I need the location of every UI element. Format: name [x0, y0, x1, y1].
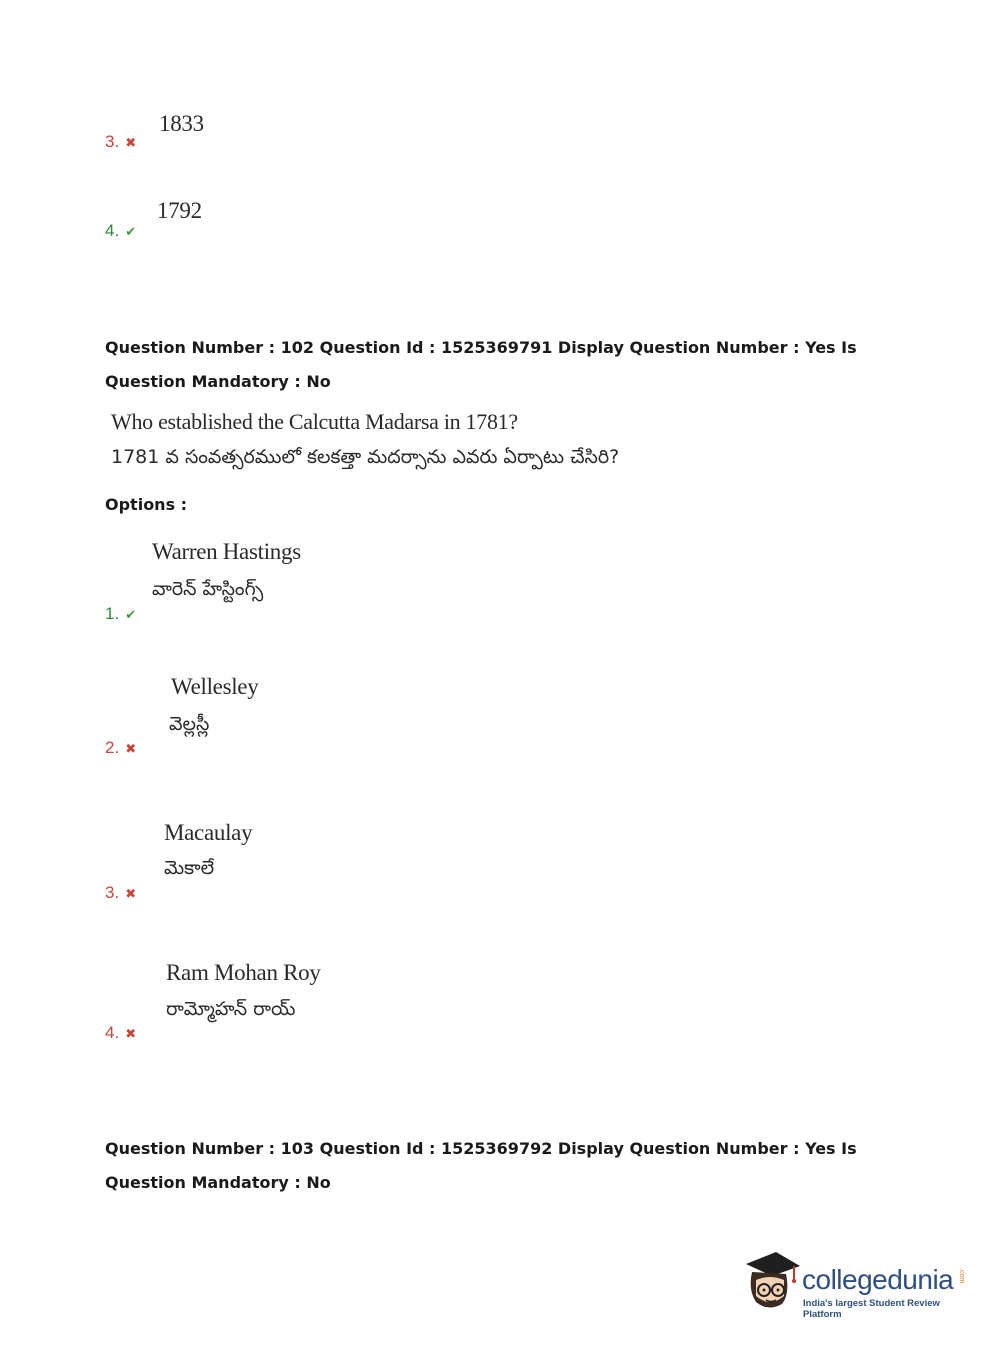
- option-2-text-te: వెల్లస్లీ: [169, 713, 210, 735]
- option-2: [105, 738, 136, 758]
- question-102-text-en: Who established the Calcutta Madarsa in 1781?: [111, 409, 518, 434]
- cross-icon: ✖: [125, 887, 137, 902]
- option-4-text-te: రామ్మోహన్ రాయ్: [166, 998, 296, 1020]
- options-label: Options :: [105, 495, 188, 514]
- question-102-meta: Question Number : 102 Question Id : 1525369791 Display Question Number : Yes Is Question Mandatory : No: [105, 338, 857, 391]
- mascot-icon: [742, 1250, 800, 1316]
- cross-icon: ✖: [125, 136, 137, 151]
- option-1-text-te: వారెన్ హేస్టింగ్స్: [152, 578, 264, 600]
- checkmark-icon: ✔: [125, 225, 137, 240]
- prev-option-4-text: 1792: [157, 198, 202, 223]
- option-number: 4.: [105, 221, 120, 240]
- option-number: 3.: [105, 132, 120, 151]
- option-4: [105, 1023, 136, 1043]
- logo-tagline: India's largest Student Review Platform: [803, 1298, 940, 1320]
- option-4-text-en: Ram Mohan Roy: [166, 960, 321, 985]
- option-1: [105, 604, 136, 624]
- option-number: 4.: [105, 1023, 120, 1042]
- prev-option-3: [105, 132, 136, 152]
- cross-icon: ✖: [125, 1027, 137, 1042]
- option-3-text-en: Macaulay: [164, 820, 253, 845]
- logo-suffix: .com: [958, 1268, 965, 1284]
- checkmark-icon: ✔: [125, 608, 137, 623]
- logo-name: collegedunia: [802, 1264, 954, 1295]
- prev-option-4: [105, 221, 136, 241]
- option-3: [105, 883, 136, 903]
- collegedunia-logo: [742, 1250, 972, 1320]
- option-2-text-en: Wellesley: [171, 674, 259, 699]
- question-102-text-te: 1781 వ సంవత్సరములో కలకత్తా మదర్సాను ఎవరు ఏర్పాటు చేసిరి?: [111, 446, 620, 468]
- cross-icon: ✖: [125, 742, 137, 757]
- option-number: 1.: [105, 604, 120, 623]
- question-103-meta: Question Number : 103 Question Id : 1525369792 Display Question Number : Yes Is Question Mandatory : No: [105, 1139, 857, 1192]
- prev-option-3-text: 1833: [159, 111, 204, 136]
- option-number: 2.: [105, 738, 120, 757]
- option-1-text-en: Warren Hastings: [152, 539, 301, 564]
- option-number: 3.: [105, 883, 120, 902]
- option-3-text-te: మెకాలే: [164, 857, 215, 879]
